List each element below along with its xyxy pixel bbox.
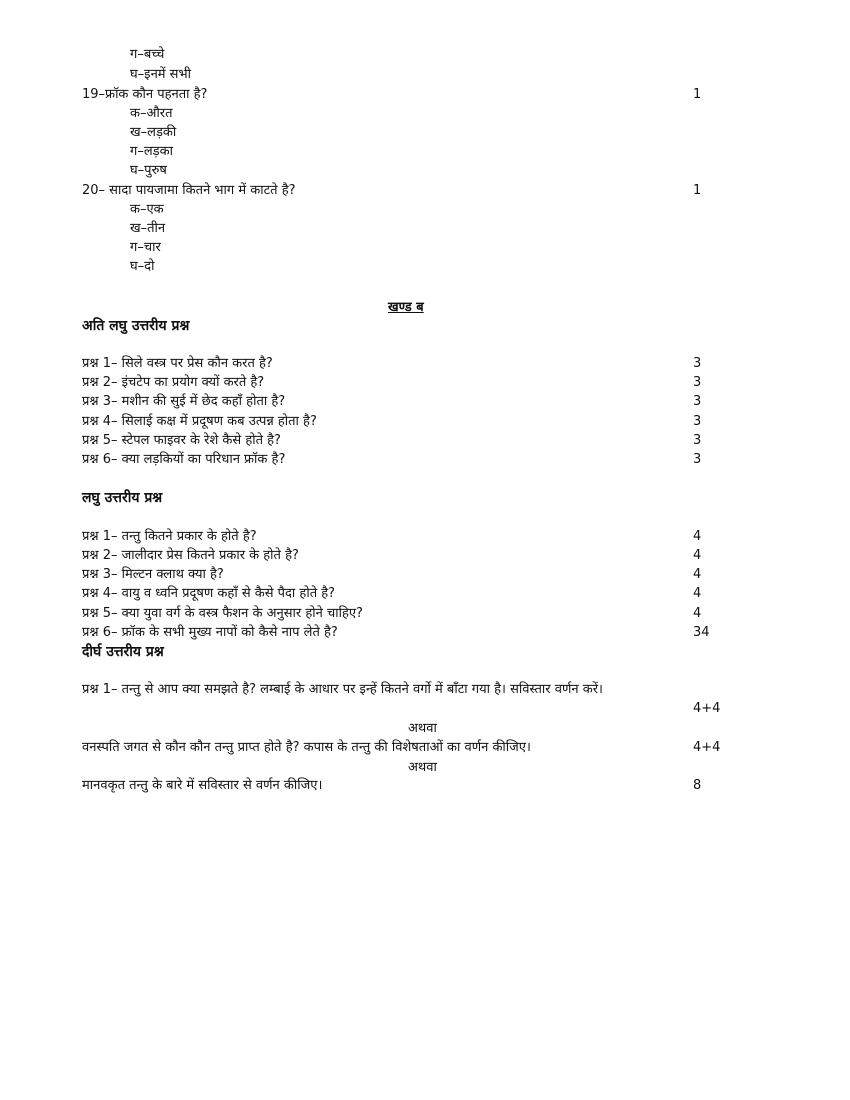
or-separator: अथवा xyxy=(408,760,437,775)
question-text: प्रश्न 3– मिल्टन क्लाथ क्या है? xyxy=(82,567,224,582)
question-text: प्रश्न 5– स्टेपल फाइवर के रेशे कैसे होते है? xyxy=(82,433,281,448)
marks: 3 xyxy=(693,375,702,390)
question-line xyxy=(0,412,850,431)
question-text: प्रश्न 6– क्या लड़कियों का परिधान फ्रॉक है? xyxy=(82,452,286,467)
marks: 4 xyxy=(693,567,702,582)
question-line xyxy=(0,431,850,450)
option-text: घ–दो xyxy=(130,259,155,274)
marks: 3 xyxy=(693,356,702,371)
option-text: क–औरत xyxy=(130,106,173,121)
option-text: ख–लड़की xyxy=(130,125,177,140)
option-line xyxy=(0,161,850,180)
question-line xyxy=(0,546,850,565)
marks-line xyxy=(0,699,850,718)
option-text: ग–लड़का xyxy=(130,144,173,159)
question-line xyxy=(0,373,850,392)
question-text: 20– सादा पायजामा कितने भाग में काटते है? xyxy=(82,183,296,198)
question-text: प्रश्न 5– क्या युवा वर्ग के वस्त्र फैशन के अनुसार होने चाहिए? xyxy=(82,606,363,621)
marks: 4 xyxy=(693,606,702,621)
option-line xyxy=(0,200,850,219)
question-line xyxy=(0,584,850,603)
option-text: घ–इनमें सभी xyxy=(130,67,191,82)
option-line xyxy=(0,257,850,276)
question-text: मानवकृत तन्तु के बारे में सविस्तार से वर्णन कीजिए। xyxy=(82,778,323,793)
question-text: प्रश्न 1– तन्तु कितने प्रकार के होते है? xyxy=(82,529,257,544)
very-short-heading: अति लघु उत्तरीय प्रश्न xyxy=(82,318,190,334)
option-line xyxy=(0,45,850,64)
marks: 34 xyxy=(693,625,710,640)
marks: 4 xyxy=(693,548,702,563)
marks: 3 xyxy=(693,452,702,467)
question-line xyxy=(0,527,850,546)
question-line xyxy=(0,680,850,699)
question-line xyxy=(0,392,850,411)
question-line xyxy=(0,85,850,104)
question-text: प्रश्न 2– इंचटेप का प्रयोग क्यों करते है? xyxy=(82,375,265,390)
question-text: वनस्पति जगत से कौन कौन तन्तु प्राप्त होते है? कपास के तन्तु की विशेषताओं का वर्णन कीजिए। xyxy=(82,740,531,755)
option-line xyxy=(0,142,850,161)
option-line xyxy=(0,219,850,238)
option-text: ख–तीन xyxy=(130,221,166,236)
marks: 4 xyxy=(693,586,702,601)
marks: 3 xyxy=(693,414,702,429)
short-heading: लघु उत्तरीय प्रश्न xyxy=(82,490,163,506)
question-text: प्रश्न 1– सिले वस्त्र पर प्रेस कौन करत है? xyxy=(82,356,273,371)
marks: 3 xyxy=(693,394,702,409)
question-line xyxy=(0,623,850,642)
option-line xyxy=(0,123,850,142)
question-line xyxy=(0,181,850,200)
question-text: प्रश्न 2– जालीदार प्रेस कितने प्रकार के होते है? xyxy=(82,548,299,563)
marks: 4+4 xyxy=(693,701,721,716)
marks: 3 xyxy=(693,433,702,448)
question-line xyxy=(0,565,850,584)
question-text: प्रश्न 1– तन्तु से आप क्या समझते है? लम्बाई के आधार पर इन्हें कितने वर्गो में बाँटा गया है। सविस्तार वर्णन करें। xyxy=(82,682,603,697)
long-heading: दीर्घ उत्तरीय प्रश्न xyxy=(82,644,164,660)
question-text: प्रश्न 4– सिलाई कक्ष में प्रदूषण कब उत्पन्न होता है? xyxy=(82,414,317,429)
marks: 1 xyxy=(693,183,702,198)
marks: 8 xyxy=(693,778,702,793)
question-line xyxy=(0,604,850,623)
question-text: प्रश्न 3– मशीन की सुई में छेद कहाँ होता है? xyxy=(82,394,286,409)
option-text: ग–बच्चे xyxy=(130,47,165,62)
option-line xyxy=(0,238,850,257)
or-separator: अथवा xyxy=(408,721,437,736)
option-text: क–एक xyxy=(130,202,164,217)
option-line xyxy=(0,65,850,84)
question-text: प्रश्न 6– फ्रॉक के सभी मुख्य नापों को कैसे नाप लेते है? xyxy=(82,625,338,640)
marks: 4 xyxy=(693,529,702,544)
question-line xyxy=(0,450,850,469)
question-line xyxy=(0,354,850,373)
marks: 4+4 xyxy=(693,740,721,755)
option-text: ग–चार xyxy=(130,240,161,255)
question-text: प्रश्न 4– वायु व ध्वनि प्रदूषण कहाँ से कैसे पैदा होते है? xyxy=(82,586,336,601)
question-text: 19–फ्रॉक कौन पहनता है? xyxy=(82,87,208,102)
question-line xyxy=(0,776,850,795)
option-text: घ–पुरुष xyxy=(130,163,167,178)
section-title: खण्ड ब xyxy=(388,300,424,315)
option-line xyxy=(0,104,850,123)
marks: 1 xyxy=(693,87,702,102)
question-line xyxy=(0,738,850,757)
